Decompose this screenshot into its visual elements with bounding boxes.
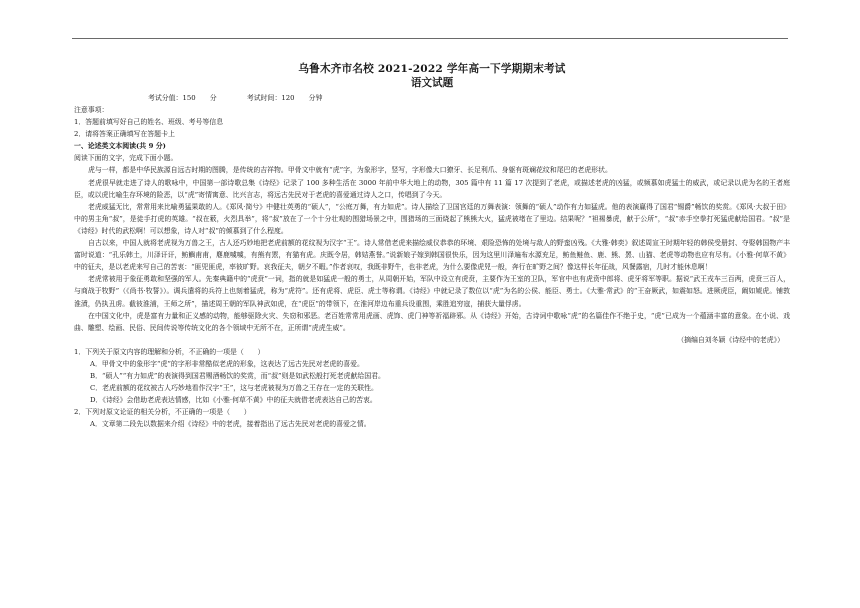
passage-source: （摘编自刘冬颖《诗经中的老虎》） bbox=[677, 335, 784, 344]
question-option: D．《诗经》会借助老虎表达情感，比如《小雅·何草不黄》中的征夫就借老虎表达自己的苦衷。 bbox=[90, 396, 377, 405]
question-stem: 1．下列关于原文内容的理解和分析，不正确的一项是（ ） bbox=[74, 347, 265, 356]
exam-meta bbox=[74, 92, 790, 104]
passage-paragraph: 虎与一样，都是中华民族源自远古时期的图腾，是传统的吉祥物。甲骨文中就有“虎”字，为象形字，竖写，字形像大口獠牙、长足利爪、身躯有斑斓花纹和尾巴的老虎形状。 bbox=[88, 166, 612, 175]
passage-paragraph: 老虎很早就走进了诗人的歌咏中，中国第一部诗歌总集《诗经》记录了 100 多种生活在 3000 年前中华大地上的动物，305 篇中有 11 篇 17 次提到了老虎，或描述老虎的凶猛，或频慕如虎猛士的威武，或记录以虎为名的王者庭臣，或以虎比喻生存环境的险恶，以“虎”寄情寓意、比兴言志，将远古先民对于老虎的喜爱通过诗人之口，传唱到了今天。 bbox=[74, 178, 790, 199]
notes-heading: 注意事项： bbox=[74, 106, 109, 114]
time-info: 考试时间：120 分钟 bbox=[246, 94, 323, 102]
section-heading: 一、论述类文本阅读(共 9 分) bbox=[74, 142, 166, 151]
passage-paragraph: 自古以来，中国人就将老虎视为万兽之王，古人还巧妙地把老虎前额的花纹视为汉字“王”。诗人常借老虎来描绘威仪恭恭的环境、艰险恐怖的处境与敌人的野蛮凶残。《大雅·韩奕》叙述周宣王时期年轻的韩侯受册封、夺娶韩国物产丰富时说道：“孔乐韩土，川泽讦讦，鲂鱮甫甫，麀鹿噳噳，有熊有罴，有猫有虎。庆既令居，韩姞燕誉。”说新娘子嫁到韩国很快乐，因为这里川泽遍布水源充足，鲂鱼鲢鱼、鹿、熊、罴、山猫、老虎等动物也应有尽有。《小雅·何草不黄》中的征夫，是以老虎来写自己的苦衷：“匪兕匪虎，率彼旷野。哀我征夫，朝夕不暇。”作者哀叹，我既非野牛，也非老虎，为什么要像虎兕一般，奔行在旷野之间？像这样长年征战，风餐露宿，几时才能休息啊！ bbox=[74, 239, 790, 272]
question-option: A．甲骨文中的象形字“虎”的字形非常酷似老虎的形象，这表达了远古先民对老虎的喜爱。 bbox=[90, 359, 364, 368]
exam-page bbox=[74, 60, 790, 431]
exam-subtitle: 语文试题 bbox=[410, 77, 454, 89]
score-info: 考试分值：150 分 bbox=[148, 94, 217, 102]
passage-paragraph: 老虎威猛无比，常常用来比喻勇猛果敢的人。《郑风·简兮》中健壮英勇的“硕人”，“公庭万舞，有力如虎”。诗人描绘了卫国宫廷的万舞表演：领舞的“硕人”动作有力如猛虎。他的表演赢得了国君“锡爵”畅饮的奖赏。《郑风·大叔于田》中的男主角“叔”，是徒手打虎的英雄。“叔在薮，火烈具举”，将“叔”放在了一个十分壮观的围猎场景之中，围猎场的三面烧起了熊熊大火，猛虎被堵在了里边。结果呢？“袒裼暴虎，献于公所”，“叔”赤手空拳打死猛虎献给国君。“叔”是《诗经》时代的武松啊！可以想象，诗人对“叔”的倾慕到了什么程度。 bbox=[74, 202, 790, 235]
question-option: A．文章第二段先以数据来介绍《诗经》中的老虎，接着指出了远古先民对老虎的喜爱之情。 bbox=[90, 420, 371, 429]
question-option: C．老虎前额的花纹被古人巧妙地看作汉字“王”，这与老虎被视为万兽之王存在一定的关联性。 bbox=[90, 384, 378, 393]
passage-paragraph: 老虎常被用于象征勇敢和坚强的军人。先秦典籍中的“虎贲”一词，指的就是如猛虎一般的勇士，从周朝开始，军队中设立有虎贲，主要作为王室的卫队，军官中也有虎贲中郎将、虎牙将军等职。据说“武王戎车三百两，虎贲三百人，与商战于牧野”（《尚书·牧誓》）。调兵遣将的兵符上也刻着猛虎，称为“虎符”。还有虎将、虎臣、虎士等称谓。《诗经》中就记录了数位以“虎”为名的公侯、能臣、勇士。《大雅·常武》的“王奋厥武，如震如怒。进厥虎臣，阚如虓虎。铺敦淮濆，仍执丑虏。截彼淮浦，王师之所”，描述周王朝的军队神武如虎，在“虎臣”的带领下，在淮河岸边布重兵设重围，乘胜追穷寇，捕获大量俘虏。 bbox=[74, 275, 790, 308]
exam-title: 乌鲁木齐市名校 2021-2022 学年高一下学期期末考试 bbox=[298, 63, 566, 75]
section-instruction: 阅读下面的文字，完成下面小题。 bbox=[74, 154, 178, 163]
header-rule bbox=[72, 38, 788, 39]
question-option: B．“硕人”“有力如虎”的表演得到国君赐酒畅饮的奖赏，而“叔”则是如武松般打死老虎献给国君。 bbox=[90, 372, 385, 381]
question-stem: 2．下列对原文论证的相关分析，不正确的一项是（ ） bbox=[74, 408, 251, 417]
passage-paragraph: 在中国文化中，虎是富有力量和正义感的动物，能够驱除火灾、失窃和邪恶。老百姓常常用虎画、虎饰、虎门神等祈福辟邪。从《诗经》开始，古诗词中歌咏“虎”的名篇佳作不绝于史，“虎”已成为一个蕴涵丰富的意象。在小说、戏曲、雕塑、绘画、民俗、民间传说等传统文化的各个领域中无所不在，正所谓“虎虎生威”。 bbox=[74, 311, 790, 332]
note-item: 2．请将答案正确填写在答题卡上 bbox=[74, 130, 175, 139]
note-item: 1．答题前填写好自己的姓名、班级、考号等信息 bbox=[74, 118, 224, 127]
